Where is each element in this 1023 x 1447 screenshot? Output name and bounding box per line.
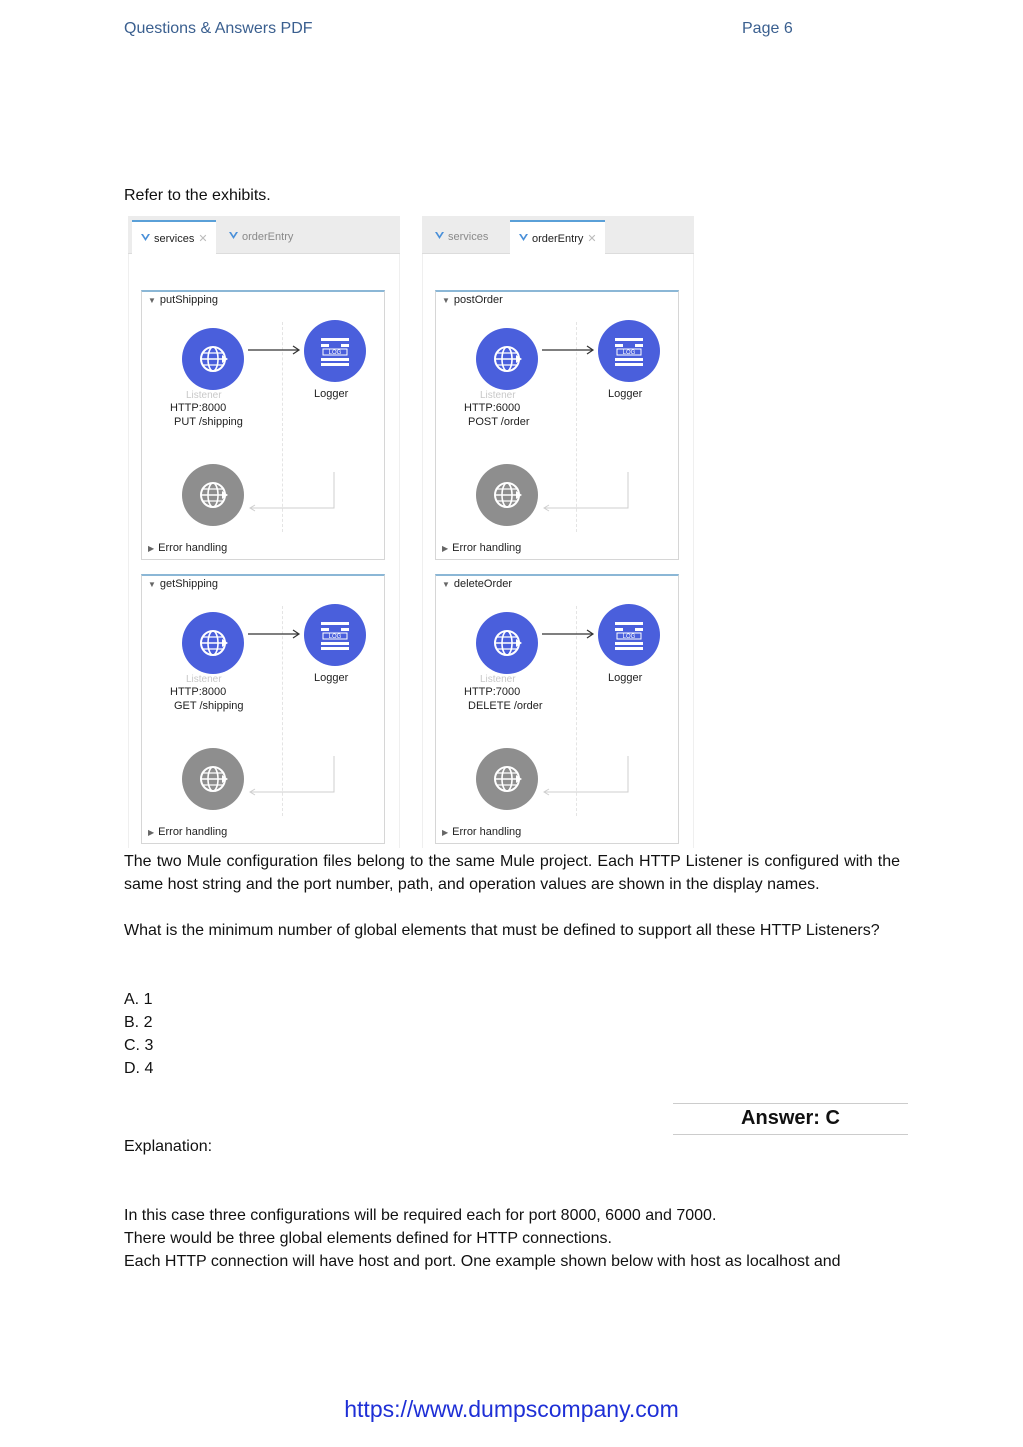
- listener-config-label: HTTP:8000: [170, 402, 227, 414]
- tab-label: services: [448, 231, 489, 243]
- editor-tab-bar: [422, 216, 694, 254]
- http-listener-component[interactable]: [476, 612, 538, 674]
- listener-config-label: HTTP:8000: [170, 686, 227, 698]
- question-text: The two Mule configuration files belong to the same Mule project. Each HTTP Listener is configured with the same host string and the port number, path, and operation values are shown in the display names.: [124, 853, 900, 893]
- tab-services[interactable]: [132, 220, 216, 254]
- page-number: Page 6: [742, 20, 793, 37]
- tab-label: orderEntry: [242, 231, 294, 243]
- flow-title[interactable]: ▼ putShipping: [148, 294, 219, 306]
- explanation-line-3: Each HTTP connection will have host and port. One example shown below with host as localhost and: [124, 1253, 841, 1270]
- error-source-component[interactable]: [476, 748, 538, 810]
- logger-label: Logger: [608, 672, 643, 684]
- logger-label: Logger: [314, 672, 349, 684]
- logger-component[interactable]: [598, 604, 660, 666]
- mule-icon: [140, 233, 154, 245]
- header-title: Questions & Answers PDF: [124, 20, 313, 37]
- option-a: A. 1: [124, 991, 153, 1008]
- intro-text: Refer to the exhibits.: [124, 187, 271, 204]
- flow-getShipping[interactable]: [141, 574, 385, 844]
- svg-text:LOG: LOG: [622, 634, 636, 640]
- http-listener-component[interactable]: [182, 612, 244, 674]
- flow-title[interactable]: ▼ postOrder: [442, 294, 503, 306]
- flow-canvas: [422, 254, 694, 848]
- error-handling-toggle[interactable]: ▶ Error handling: [148, 826, 228, 838]
- collapse-triangle-icon[interactable]: ▼: [442, 296, 450, 305]
- answer-label: Answer: C: [741, 1107, 840, 1129]
- expand-triangle-icon[interactable]: ▶: [442, 544, 449, 553]
- tab-orderentry[interactable]: [220, 220, 301, 254]
- svg-text:LOG: LOG: [328, 350, 342, 356]
- explanation-label: Explanation:: [124, 1138, 213, 1155]
- logger-component[interactable]: [598, 320, 660, 382]
- logger-component[interactable]: [304, 604, 366, 666]
- footer-link[interactable]: https://www.dumpscompany.com: [344, 1396, 679, 1422]
- flow-title[interactable]: ▼ getShipping: [148, 578, 219, 590]
- flow-putShipping[interactable]: [141, 290, 385, 560]
- close-icon[interactable]: ✕: [198, 233, 208, 245]
- mule-icon: [518, 233, 532, 245]
- http-listener-component[interactable]: [182, 328, 244, 390]
- exhibit-1: [128, 216, 400, 848]
- listener-type-label: Listener: [480, 390, 516, 401]
- question-prompt: What is the minimum number of global elements that must be defined to support all these HTTP Listeners?: [124, 922, 880, 939]
- listener-config-label: HTTP:6000: [464, 402, 521, 414]
- listener-operation-label: DELETE /order: [468, 700, 543, 712]
- logger-label: Logger: [314, 388, 349, 400]
- exhibit-2: [422, 216, 694, 848]
- mule-icon: [434, 231, 448, 243]
- option-c: C. 3: [124, 1037, 154, 1054]
- close-icon[interactable]: ✕: [587, 233, 597, 245]
- listener-type-label: Listener: [186, 390, 222, 401]
- svg-text:LOG: LOG: [622, 350, 636, 356]
- error-source-component[interactable]: [182, 464, 244, 526]
- expand-triangle-icon[interactable]: ▶: [148, 828, 155, 837]
- collapse-triangle-icon[interactable]: ▼: [442, 580, 450, 589]
- flow-deleteOrder[interactable]: [435, 574, 679, 844]
- expand-triangle-icon[interactable]: ▶: [442, 828, 449, 837]
- listener-type-label: Listener: [480, 674, 516, 685]
- tab-services[interactable]: [426, 220, 496, 254]
- flow-postOrder[interactable]: [435, 290, 679, 560]
- error-handling-toggle[interactable]: ▶ Error handling: [148, 542, 228, 554]
- listener-operation-label: POST /order: [468, 416, 530, 428]
- svg-text:LOG: LOG: [328, 634, 342, 640]
- listener-operation-label: PUT /shipping: [174, 416, 243, 428]
- tab-orderentry[interactable]: [510, 220, 605, 254]
- error-handling-toggle[interactable]: ▶ Error handling: [442, 826, 522, 838]
- logger-label: Logger: [608, 388, 643, 400]
- explanation-line-2: There would be three global elements defined for HTTP connections.: [124, 1230, 612, 1247]
- explanation-line-1: In this case three configurations will be required each for port 8000, 6000 and 7000.: [124, 1207, 717, 1224]
- collapse-triangle-icon[interactable]: ▼: [148, 580, 156, 589]
- tab-label: services: [154, 233, 195, 245]
- error-source-component[interactable]: [476, 464, 538, 526]
- http-listener-component[interactable]: [476, 328, 538, 390]
- tab-label: orderEntry: [532, 233, 584, 245]
- editor-tab-bar: [128, 216, 400, 254]
- mule-icon: [228, 231, 242, 243]
- error-source-component[interactable]: [182, 748, 244, 810]
- flow-title[interactable]: ▼ deleteOrder: [442, 578, 513, 590]
- option-b: B. 2: [124, 1014, 153, 1031]
- expand-triangle-icon[interactable]: ▶: [148, 544, 155, 553]
- listener-type-label: Listener: [186, 674, 222, 685]
- logger-component[interactable]: [304, 320, 366, 382]
- listener-config-label: HTTP:7000: [464, 686, 521, 698]
- collapse-triangle-icon[interactable]: ▼: [148, 296, 156, 305]
- flow-canvas: [128, 254, 400, 848]
- error-handling-toggle[interactable]: ▶ Error handling: [442, 542, 522, 554]
- option-d: D. 4: [124, 1060, 154, 1077]
- listener-operation-label: GET /shipping: [174, 700, 244, 712]
- answer-divider-top: [673, 1103, 908, 1104]
